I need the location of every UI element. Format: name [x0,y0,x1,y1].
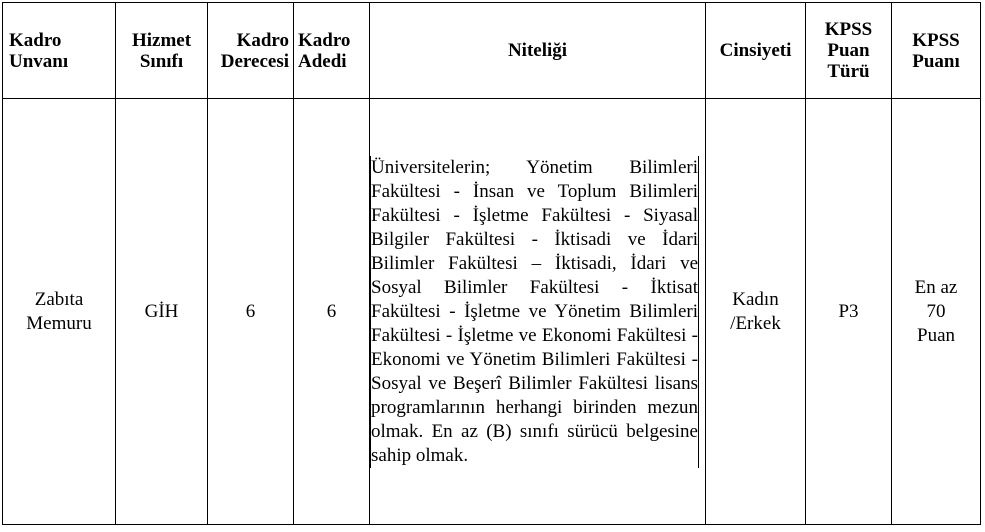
header-niteligi-label: Niteliği [507,40,568,61]
header-kadro-derecesi [208,3,294,99]
header-row [3,3,981,99]
header-kadro-adedi [294,3,370,99]
header-niteligi [370,3,706,99]
cell-cinsiyeti [706,99,806,525]
cell-cinsiyeti-line2: /Erkek [730,312,781,334]
cell-niteligi [370,99,706,525]
header-hizmet-sinifi [116,3,208,99]
header-kadro-adedi-line1: Kadro [298,29,351,51]
cell-kadro-adedi-value: 6 [326,300,337,322]
cell-kadro-derecesi [208,99,294,525]
cell-kpss-puani-line1: En az [914,276,958,298]
header-hizmet-sinifi-line2: Sınıfı [139,50,184,72]
cell-kpss-puan-turu-value: P3 [838,300,859,322]
cell-niteligi-text: Üniversitelerin; Yönetim Bilimleri Fakültesi - İnsan ve Toplum Bilimleri Fakültesi - İşletme Fakültesi - Siyasal Bilgiler Fakültesi - İktisadi ve İdari Bilimler Fakültesi – İktisadi, İdari ve Sosyal Bilimler Fakültesi - İktisat Fakültesi - İşletme ve Yönetim Bilimleri Fakültesi - İşletme ve Ekonomi Fakültesi - Ekonomi ve Yönetim Bilimleri Fakültesi - Sosyal ve Beşerî Bilimler Fakültesi lisans programlarının herhangi birinden mezun olmak. En az (B) sınıfı sürücü belgesine sahip olmak. [371,156,698,466]
header-kpss-puan-turu-line1: KPSS [824,19,873,40]
cell-kpss-puan-turu [806,99,892,525]
cell-kadro-derecesi-value: 6 [245,300,256,322]
kadro-table [2,2,981,525]
cell-kadro-adedi [294,99,370,525]
header-kpss-puani-line2: Puanı [912,50,960,72]
header-kpss-puani [892,3,981,99]
cell-kpss-puani-line2: 70 [926,300,946,322]
cell-kadro-unvani-line2: Memuru [26,312,92,334]
header-kadro-unvani-line1: Kadro [9,29,62,51]
header-kpss-puani-line1: KPSS [912,29,960,51]
header-kadro-adedi-line2: Adedi [298,50,347,72]
cell-hizmet-sinifi [116,99,208,525]
cell-kpss-puani [892,99,981,525]
header-kadro-unvani [3,3,116,99]
header-kadro-derecesi-line1: Kadro [236,29,289,51]
header-kadro-derecesi-line2: Derecesi [220,50,289,72]
table-row [3,99,981,525]
header-kpss-puan-turu-line2: Puan [827,40,870,61]
cell-cinsiyeti-line1: Kadın [732,288,779,310]
header-cinsiyeti-label: Cinsiyeti [719,40,792,61]
header-cinsiyeti [706,3,806,99]
header-kadro-unvani-line2: Unvanı [9,50,69,72]
header-kpss-puan-turu-line3: Türü [827,61,870,82]
cell-kpss-puani-line3: Puan [917,324,955,346]
header-hizmet-sinifi-line1: Hizmet [131,29,192,51]
cell-kadro-unvani-line1: Zabıta [34,288,84,310]
cell-hizmet-sinifi-value: GİH [144,300,179,322]
header-kpss-puan-turu [806,3,892,99]
cell-kadro-unvani [3,99,116,525]
